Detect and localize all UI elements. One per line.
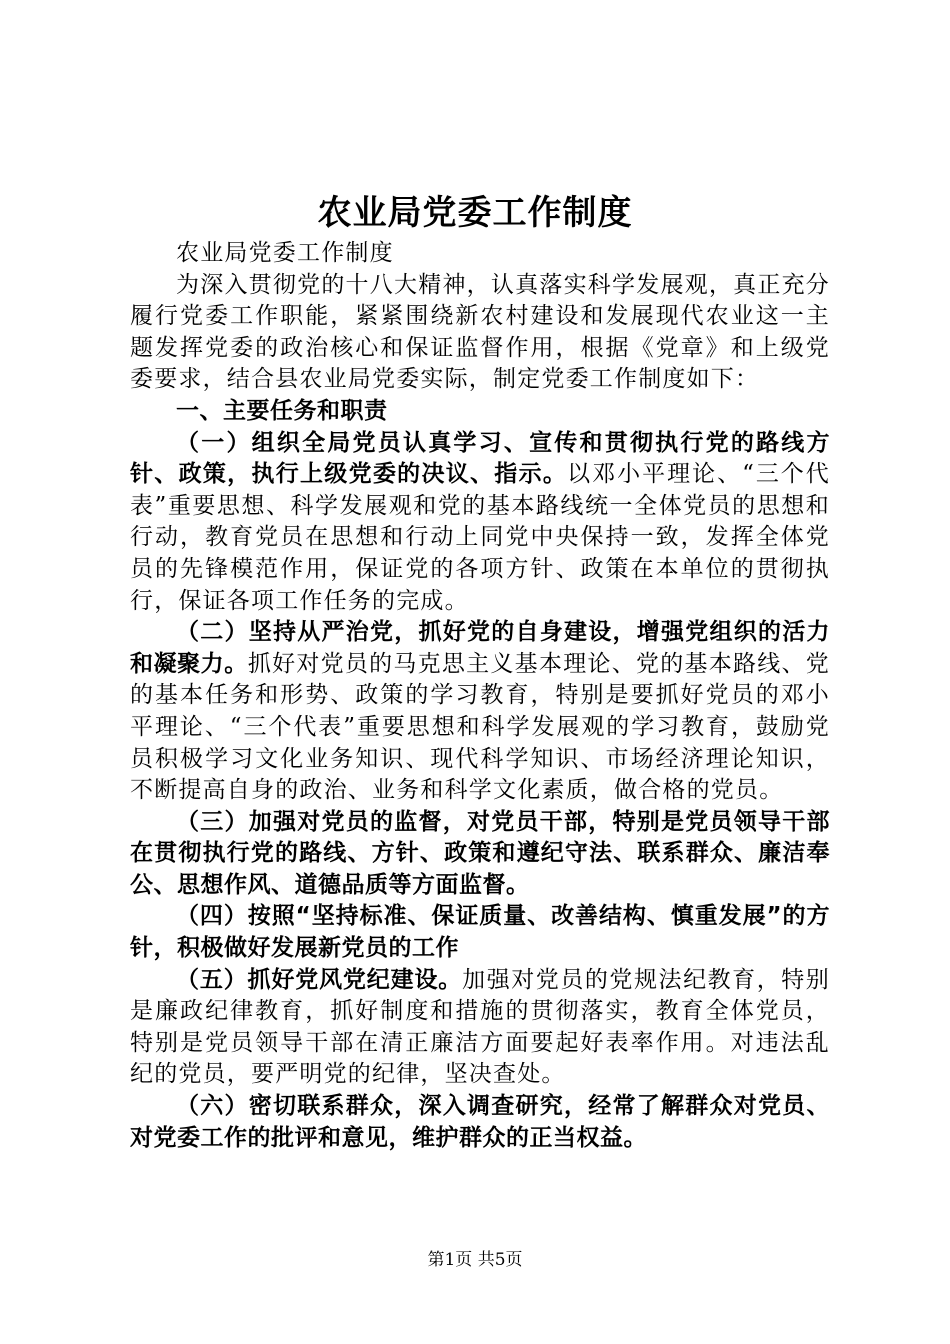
item-text-1: 以邓小平理论、“三个代表”重要思想、科学发展观和党的基本路线统一全体党员的思想和行动，教育党员在思想和行动上同党中央保持一致，发挥全体党员的先锋模范作用，保证党的各项方针、政策在本单位的贯彻执行，保证各项工作任务的完成。	[130, 461, 830, 614]
item-heading-3: （三）加强对党员的监督，对党员干部，特别是党员领导干部在贯彻执行党的路线、方针、政策和遵纪守法、联系群众、廉洁奉公、思想作风、道德品质等方面监督。	[130, 808, 830, 898]
document-body	[130, 238, 830, 1154]
item-text-2: 抓好对党员的马克思主义基本理论、党的基本路线、党的基本任务和形势、政策的学习教育，特别是要抓好党员的邓小平理论、“三个代表”重要思想和科学发展观的学习教育，鼓励党员积极学习文化业务知识、现代科学知识、市场经济理论知识，不断提高自身的政治、业务和科学文化素质，做合格的党员。	[130, 650, 830, 804]
intro-paragraph: 为深入贯彻党的十八大精神，认真落实科学发展观，真正充分履行党委工作职能，紧紧围绕新农村建设和发展现代农业这一主题发挥党委的政治核心和保证监督作用，根据《党章》和上级党委要求，结合县农业局党委实际，制定党委工作制度如下：	[130, 271, 830, 393]
item-text-5: 加强对党员的党规法纪教育，特别是廉政纪律教育，抓好制度和措施的贯彻落实，教育全体党员，特别是党员领导干部在清正廉洁方面要起好表率作用。对违法乱纪的党员，要严明党的纪律，坚决查处。	[130, 966, 831, 1088]
item-paragraph-5	[130, 965, 830, 1091]
page-footer: 第1页 共5页	[427, 1250, 523, 1270]
item-paragraph-1	[130, 428, 830, 618]
item-paragraph-3	[130, 807, 830, 902]
item-heading-2: （二）坚持从严治党，抓好党的自身建设，增强党组织的活力和凝聚力。	[130, 619, 830, 677]
item-heading-4: （四）按照“坚持标准、保证质量、改善结构、慎重发展”的方针，积极做好发展新党员的工作	[130, 903, 830, 962]
item-heading-6: （六）密切联系群众，深入调查研究，经常了解群众对党员、对党委工作的批评和意见，维护群众的正当权益。	[130, 1093, 830, 1151]
section-heading: 一、主要任务和职责	[176, 397, 388, 424]
document-title: 农业局党委工作制度	[317, 193, 633, 233]
item-heading-1: （一）组织全局党员认真学习、宣传和贯彻执行党的路线方针、政策，执行上级党委的决议、指示。	[130, 429, 830, 488]
document-subtitle: 农业局党委工作制度	[176, 240, 394, 266]
item-paragraph-4	[130, 901, 830, 964]
item-paragraph-6	[130, 1091, 830, 1154]
item-heading-5: （五）抓好党风党纪建设。	[176, 966, 463, 993]
item-paragraph-2	[130, 617, 830, 807]
